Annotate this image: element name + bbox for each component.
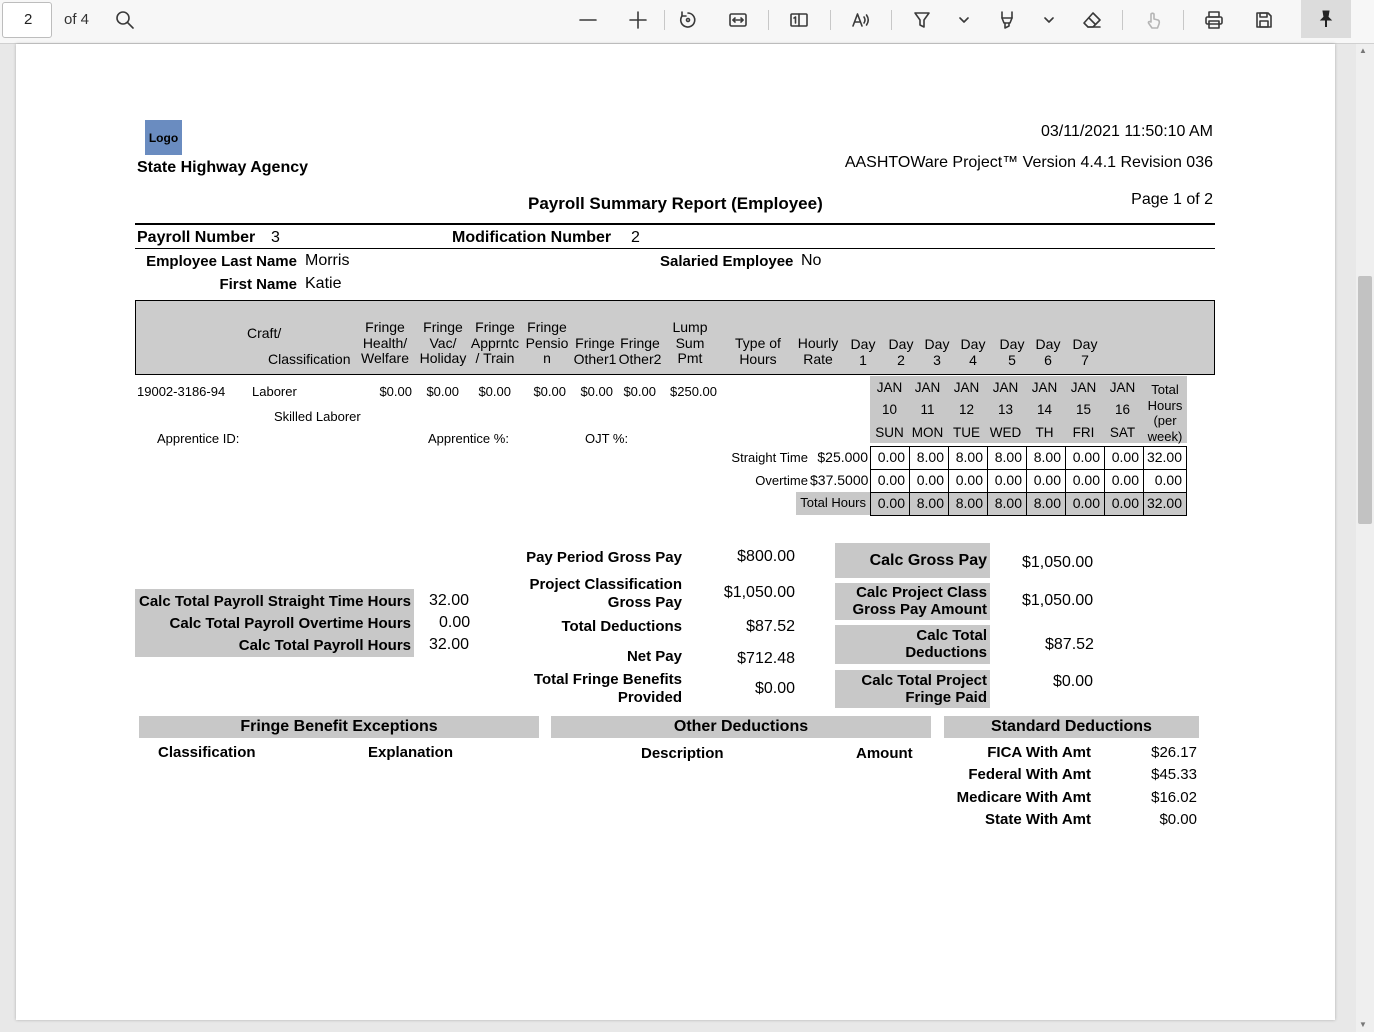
- col-fringe-apprentice: Fringe Apprntc / Train: [470, 319, 520, 366]
- page-count: of 4: [64, 11, 90, 28]
- fringe-exceptions-col-explanation: Explanation: [368, 744, 454, 761]
- fringe-appr-value: $0.00: [478, 384, 511, 399]
- day-weekday: FRI: [1072, 425, 1095, 440]
- agency-logo: Logo: [145, 120, 182, 155]
- hours-cell: 0.00: [870, 446, 910, 470]
- col-day-5: Day 5: [999, 336, 1025, 368]
- medicare-value: $16.02: [1151, 789, 1197, 806]
- calc-straight-value: 32.00: [429, 592, 470, 609]
- calc-class-label: Calc Project Class Gross Pay Amount: [852, 584, 987, 618]
- lump-sum-value: $250.00: [670, 384, 717, 399]
- report-datetime: 03/11/2021 11:50:10 AM: [1041, 123, 1213, 140]
- col-hourly-rate: Hourly Rate: [797, 335, 839, 367]
- ojt-pct-label: OJT %:: [585, 431, 629, 446]
- report-title: Payroll Summary Report (Employee): [528, 194, 823, 213]
- day-month: JAN: [876, 380, 903, 395]
- other-deductions-col-amount: Amount: [856, 745, 913, 762]
- standard-deductions-header: Standard Deductions: [944, 716, 1199, 738]
- day-month: JAN: [1070, 380, 1097, 395]
- calc-fringe-label: Calc Total Project Fringe Paid: [861, 672, 987, 706]
- calc-fringe-value: $0.00: [1053, 673, 1094, 690]
- state-label: State With Amt: [985, 811, 1091, 828]
- scrollbar-thumb[interactable]: [1358, 276, 1372, 524]
- fringe-vac-value: $0.00: [426, 384, 459, 399]
- day-month: JAN: [1109, 380, 1136, 395]
- pdf-page: [16, 44, 1335, 1020]
- hours-cell: 0.00: [1026, 469, 1066, 493]
- hours-type-total: Total Hours: [800, 495, 866, 510]
- scrollbar[interactable]: [1356, 44, 1374, 1032]
- net-pay-value: $712.48: [737, 650, 795, 667]
- hours-type-overtime: Overtime: [755, 473, 808, 488]
- day-date: 12: [958, 402, 975, 417]
- pin-icon[interactable]: [1301, 0, 1351, 38]
- col-day-7: Day 7: [1072, 336, 1098, 368]
- fringe-pension-value: $0.00: [533, 384, 566, 399]
- rotate-icon[interactable]: [672, 6, 704, 34]
- modification-number-label: Modification Number: [452, 229, 612, 246]
- day-weekday: TH: [1035, 425, 1054, 440]
- hours-total-cell: 0.00: [1143, 469, 1187, 493]
- hours-cell: 8.00: [987, 492, 1027, 516]
- calc-gross-label: Calc Gross Pay: [869, 552, 987, 569]
- col-day-3: Day 3: [924, 336, 950, 368]
- fringe-exceptions-col-classification: Classification: [158, 744, 256, 761]
- day-date: 14: [1036, 402, 1053, 417]
- col-day-2: Day 2: [888, 336, 914, 368]
- highlight-icon[interactable]: [991, 6, 1023, 34]
- federal-value: $45.33: [1151, 766, 1197, 783]
- day-month: JAN: [992, 380, 1019, 395]
- hours-cell: 8.00: [987, 446, 1027, 470]
- other-deductions-col-description: Description: [641, 745, 724, 762]
- col-fringe-health: Fringe Health/ Welfare: [361, 319, 409, 366]
- calc-deductions-label: Calc Total Deductions: [905, 627, 987, 661]
- hours-cell: 0.00: [987, 469, 1027, 493]
- hours-cell: 0.00: [1104, 446, 1144, 470]
- calc-gross-value: $1,050.00: [1022, 554, 1094, 571]
- class-gross-label: Project Classification Gross Pay: [529, 576, 682, 611]
- hours-cell: 0.00: [1065, 469, 1105, 493]
- last-name: Morris: [305, 252, 350, 269]
- gross-pay-label: Pay Period Gross Pay: [526, 549, 682, 566]
- scroll-up-arrow[interactable]: ▲: [1359, 46, 1367, 55]
- search-icon[interactable]: [109, 6, 141, 34]
- hours-total-cell: 32.00: [1143, 492, 1187, 516]
- fringe-provided-value: $0.00: [754, 680, 795, 697]
- gross-pay-value: $800.00: [737, 548, 795, 565]
- fica-value: $26.17: [1151, 744, 1197, 761]
- col-type-of-hours: Type of Hours: [735, 335, 781, 367]
- payroll-number-label: Payroll Number: [137, 229, 256, 246]
- col-lump-sum: Lump Sum Pmt: [672, 319, 708, 366]
- col-day-1: Day 1: [850, 336, 876, 368]
- calc-overtime-value: 0.00: [439, 614, 471, 631]
- pdf-toolbar: [0, 0, 1374, 44]
- last-name-label: Employee Last Name: [146, 253, 297, 270]
- total-deductions-label: Total Deductions: [561, 618, 682, 635]
- day-month: JAN: [914, 380, 941, 395]
- col-day-4: Day 4: [960, 336, 986, 368]
- chevron-down-icon[interactable]: [948, 6, 980, 34]
- col-classification: Classification: [268, 351, 351, 367]
- divider: [135, 223, 1215, 225]
- print-icon[interactable]: [1198, 6, 1230, 34]
- col-fringe-pension: Fringe Pensio n: [525, 319, 569, 366]
- scroll-down-arrow[interactable]: ▼: [1359, 1020, 1367, 1029]
- fringe-provided-label: Total Fringe Benefits Provided: [533, 671, 682, 706]
- total-hours-header: Total Hours (per week): [1147, 382, 1183, 444]
- page-number-input[interactable]: 2: [2, 2, 52, 38]
- salaried-value: No: [801, 252, 822, 269]
- erase-icon[interactable]: [1076, 6, 1108, 34]
- day-month: JAN: [1031, 380, 1058, 395]
- hours-cell: 0.00: [870, 469, 910, 493]
- net-pay-label: Net Pay: [626, 648, 682, 665]
- hours-cell: 0.00: [870, 492, 910, 516]
- hours-type-straight: Straight Time: [731, 450, 808, 465]
- fringe-exceptions-header: Fringe Benefit Exceptions: [139, 716, 539, 738]
- read-aloud-icon[interactable]: [845, 6, 877, 34]
- save-icon[interactable]: [1248, 6, 1280, 34]
- hours-cell: 0.00: [1104, 469, 1144, 493]
- touch-icon: [1137, 6, 1169, 34]
- calc-overtime-label: Calc Total Payroll Overtime Hours: [169, 615, 411, 632]
- apprentice-pct-label: Apprentice %:: [428, 431, 509, 446]
- hours-cell: 8.00: [909, 446, 949, 470]
- fringe-other2-value: $0.00: [623, 384, 656, 399]
- fringe-other1-value: $0.00: [580, 384, 613, 399]
- calc-straight-label: Calc Total Payroll Straight Time Hours: [138, 593, 411, 610]
- col-fringe-other1: Fringe Other1: [573, 335, 617, 367]
- col-craft: Craft/: [247, 325, 282, 341]
- hours-cell: 8.00: [1026, 446, 1066, 470]
- hours-cell: 0.00: [1065, 446, 1105, 470]
- chevron-down-icon[interactable]: [1033, 6, 1065, 34]
- fringe-health-value: $0.00: [379, 384, 412, 399]
- hours-cell: 8.00: [948, 492, 988, 516]
- class-gross-value: $1,050.00: [723, 584, 795, 601]
- zoom-in-icon[interactable]: [622, 6, 654, 34]
- day-weekday: WED: [989, 425, 1022, 440]
- hours-rate-overtime: $37.5000: [810, 472, 869, 488]
- total-deductions-value: $87.52: [746, 618, 795, 635]
- federal-label: Federal With Amt: [968, 766, 1091, 783]
- hours-total-cell: 32.00: [1143, 446, 1187, 470]
- payroll-number: 3: [271, 229, 280, 246]
- agency-name: State Highway Agency: [137, 159, 309, 176]
- day-date: 15: [1075, 402, 1092, 417]
- hours-cell: 0.00: [948, 469, 988, 493]
- day-weekday: SUN: [875, 425, 904, 440]
- software-version: AASHTOWare Project™ Version 4.4.1 Revision 036: [844, 154, 1213, 171]
- col-day-6: Day 6: [1035, 336, 1061, 368]
- state-value: $0.00: [1159, 811, 1197, 828]
- page-indicator: Page 1 of 2: [1131, 191, 1213, 208]
- calc-class-value: $1,050.00: [1022, 592, 1094, 609]
- employee-craft: Laborer: [252, 384, 297, 399]
- day-month: JAN: [953, 380, 980, 395]
- hours-cell: 0.00: [909, 469, 949, 493]
- calc-total-label: Calc Total Payroll Hours: [238, 637, 411, 654]
- draw-icon[interactable]: [906, 6, 938, 34]
- divider: [135, 248, 1215, 249]
- hours-cell: 0.00: [1104, 492, 1144, 516]
- medicare-label: Medicare With Amt: [956, 789, 1091, 806]
- fica-label: FICA With Amt: [987, 744, 1091, 761]
- hours-cell: 0.00: [1065, 492, 1105, 516]
- first-name: Katie: [305, 275, 342, 292]
- apprentice-id-label: Apprentice ID:: [157, 431, 240, 446]
- salaried-label: Salaried Employee: [660, 253, 794, 270]
- hours-rate-straight: $25.000: [817, 449, 868, 465]
- page-view-icon[interactable]: [783, 6, 815, 34]
- calc-total-value: 32.00: [429, 636, 470, 653]
- hours-cell: 8.00: [948, 446, 988, 470]
- col-fringe-vac: Fringe Vac/ Holiday: [419, 319, 467, 366]
- day-weekday: TUE: [953, 425, 980, 440]
- col-fringe-other2: Fringe Other2: [618, 335, 662, 367]
- day-date: 11: [920, 402, 935, 417]
- first-name-label: First Name: [219, 276, 297, 293]
- zoom-out-icon[interactable]: [572, 6, 604, 34]
- other-deductions-header: Other Deductions: [551, 716, 931, 738]
- hours-cell: 8.00: [1026, 492, 1066, 516]
- hours-cell: 8.00: [909, 492, 949, 516]
- day-date: 13: [997, 402, 1014, 417]
- modification-number: 2: [631, 229, 640, 246]
- employee-code: 19002-3186-94: [137, 384, 226, 399]
- day-weekday: SAT: [1109, 425, 1136, 440]
- employee-classification: Skilled Laborer: [274, 409, 361, 424]
- fit-width-icon[interactable]: [722, 6, 754, 34]
- day-weekday: MON: [911, 425, 944, 440]
- day-date: 16: [1114, 402, 1131, 417]
- calc-deductions-value: $87.52: [1045, 636, 1094, 653]
- day-date: 10: [881, 402, 898, 417]
